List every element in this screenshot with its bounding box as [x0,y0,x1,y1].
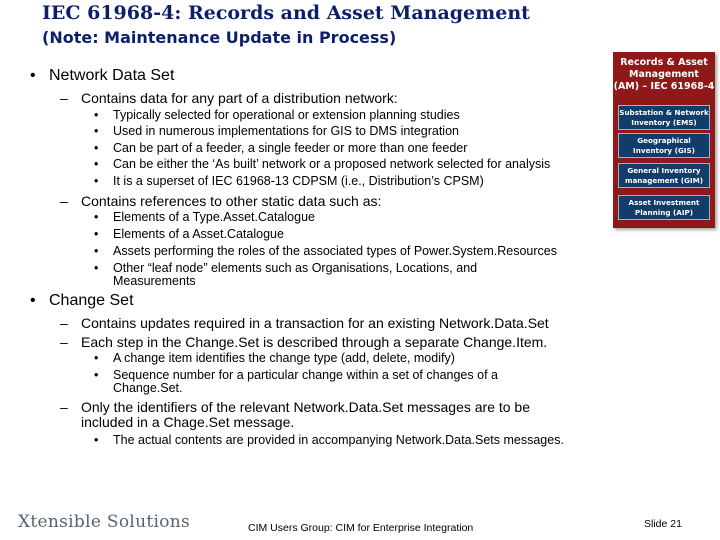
box-line: Inventory (GIS) [633,145,695,155]
list-item: Sequence number for a particular change within a set of changes of a [113,368,498,382]
bullet-dot: • [94,141,99,155]
bullet-dot: • [94,227,99,241]
box-line: Substation & Network [619,108,709,117]
list-item: Other “leaf node” elements such as Organisations, Locations, and [113,261,478,275]
list-item: Elements of a Asset.Catalogue [113,227,284,241]
box-line: Asset Investment [628,198,700,207]
list-item: It is a superset of IEC 61968-13 CDPSM (i.e., Distribution’s CPSM) [113,174,484,188]
panel-title-line: Records & Asset [620,57,708,68]
bullet-dot: • [30,292,36,309]
s2-sub2-text: Each step in the Change.Set is described through a separate Change.Item. [81,334,548,350]
bullet-dot: • [94,351,99,365]
box-line: Geographical [637,136,691,145]
bullet-dot: • [94,124,99,138]
dash: – [60,334,68,350]
s2-sub1-text: Contains updates required in a transaction for an existing Network.Data.Set [81,315,549,331]
footer-text: CIM Users Group: CIM for Enterprise Integration [248,522,474,534]
list-item-continuation: Measurements [113,274,196,288]
box-line: General Inventory [627,166,701,175]
list-item: The actual contents are provided in accompanying Network.Data.Sets messages. [113,433,564,447]
bullet-dot: • [94,368,99,382]
box-line: management (GIM) [624,175,704,185]
records-asset-management-panel [613,52,715,228]
bullet-dot: • [94,210,99,224]
panel-title-line: (AM) – IEC 61968-4 [613,81,715,92]
slide-number: Slide 21 [644,518,682,530]
list-item-continuation: Change.Set. [113,381,183,395]
bullet-dot: • [94,261,99,275]
panel-box-geographical [618,133,710,158]
panel-title-line: Management [629,69,699,80]
dash: – [60,90,68,106]
list-item: Used in numerous implementations for GIS to DMS integration [113,124,459,138]
section-heading-change-set: Change Set [49,292,134,309]
slide-title: IEC 61968-4: Records and Asset Management [42,2,530,24]
s2-sub3-text-line2: included in a Chage.Set message. [81,414,295,430]
box-line: Inventory (EMS) [631,117,697,127]
slide-subtitle: (Note: Maintenance Update in Process) [42,28,397,47]
panel-box-asset-investment [618,195,710,220]
bullet-dot: • [94,174,99,188]
list-item: Elements of a Type.Asset.Catalogue [113,210,315,224]
bullet-dot: • [94,157,99,171]
dash: – [60,315,68,331]
bullet-dot: • [94,433,99,447]
s1-sub1-text: Contains data for any part of a distribution network: [81,90,398,106]
list-item: Can be either the ‘As built’ network or a proposed network selected for analysis [113,157,551,171]
list-item: Can be part of a feeder, a single feeder or more than one feeder [113,141,468,155]
box-line: Planning (AIP) [634,207,694,217]
panel-box-substation-network [618,105,710,130]
section-heading-network-data-set: Network Data Set [49,67,175,84]
list-item: A change item identifies the change type (add, delete, modify) [113,351,455,365]
dash: – [60,399,68,415]
list-item: Typically selected for operational or extension planning studies [113,108,460,122]
bullet-dot: • [94,108,99,122]
s2-sub3-text-line1: Only the identifiers of the relevant Network.Data.Set messages are to be [81,399,531,415]
panel-box-general-inventory [618,163,710,188]
bullet-dot: • [30,67,36,84]
xtensible-solutions-logo: Xtensible Solutions [18,512,191,532]
dash: – [60,193,68,209]
panel-title [613,57,715,93]
list-item: Assets performing the roles of the associated types of Power.System.Resources [113,244,557,258]
s1-sub2-text: Contains references to other static data such as: [81,193,382,209]
bullet-dot: • [94,244,99,258]
